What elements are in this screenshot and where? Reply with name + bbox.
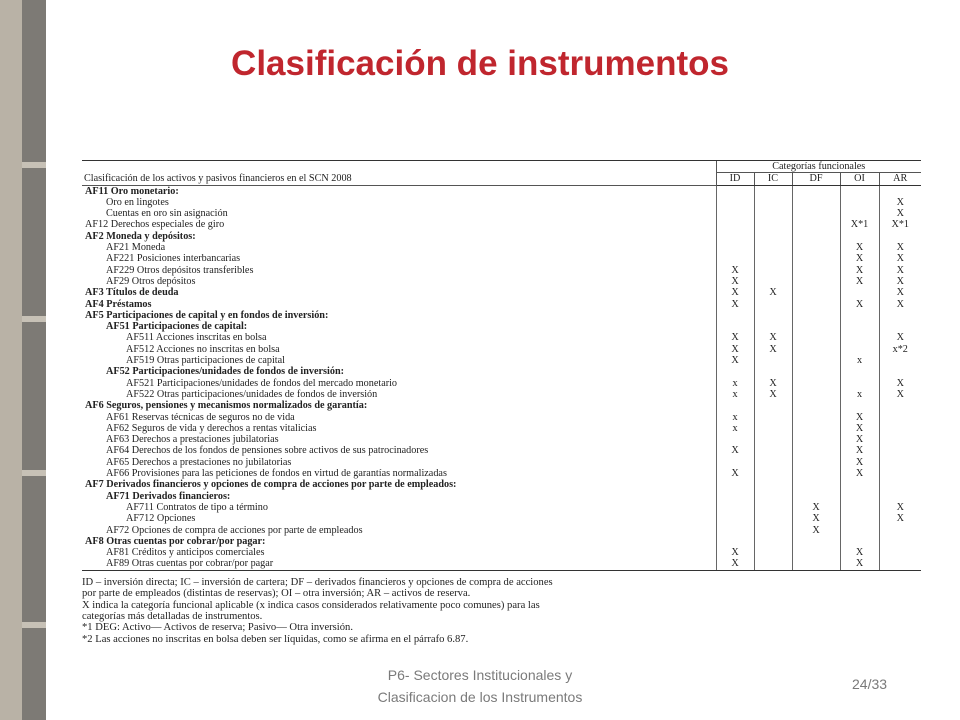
- cell-ar: [879, 355, 921, 366]
- classification-document: [82, 160, 922, 645]
- cell-ic: X: [754, 332, 792, 343]
- cell-df: [792, 366, 840, 377]
- cell-ar: [879, 366, 921, 377]
- cell-df: [792, 479, 840, 490]
- cell-df: X: [792, 502, 840, 513]
- cell-ar: X: [879, 197, 921, 208]
- group-header: Categorías funcionales: [716, 161, 921, 173]
- cell-ic: [754, 321, 792, 332]
- row-label: AF52 Participaciones/unidades de fondos de inversión:: [106, 366, 345, 378]
- cell-id: [716, 525, 754, 536]
- cell-df: [792, 400, 840, 411]
- cell-oi: x: [840, 389, 879, 400]
- cell-id: [716, 253, 754, 264]
- cell-oi: X: [840, 558, 879, 570]
- cell-ar: [879, 412, 921, 423]
- cell-id: X: [716, 355, 754, 366]
- cell-ic: [754, 265, 792, 276]
- sidebar-notch: [22, 316, 46, 322]
- cell-df: [792, 434, 840, 445]
- row-label: AF711 Contratos de tipo a término: [126, 501, 268, 513]
- row-label: AF65 Derechos a prestaciones no jubilatorias: [106, 456, 292, 468]
- table-row: [82, 321, 921, 332]
- cell-ic: X: [754, 378, 792, 389]
- cell-id: X: [716, 276, 754, 287]
- row-label: AF7 Derivados financieros y opciones de compra de acciones por parte de empleados:: [85, 479, 457, 491]
- column-header-ic: IC: [754, 173, 792, 185]
- cell-ar: X: [879, 389, 921, 400]
- row-label: AF512 Acciones no inscritas en bolsa: [126, 343, 280, 355]
- note-line: *1 DEG: Activo— Activos de reserva; Pasivo— Otra inversión.: [82, 622, 353, 634]
- cell-id: x: [716, 378, 754, 389]
- cell-oi: [840, 366, 879, 377]
- cell-oi: [840, 344, 879, 355]
- cell-oi: [840, 321, 879, 332]
- cell-df: [792, 310, 840, 321]
- row-label: AF11 Oro monetario:: [85, 185, 179, 197]
- cell-ic: [754, 276, 792, 287]
- cell-id: [716, 185, 754, 197]
- row-label: AF51 Participaciones de capital:: [106, 321, 248, 333]
- table-row: [82, 265, 921, 276]
- cell-ar: [879, 321, 921, 332]
- cell-ar: [879, 558, 921, 570]
- table-caption: [82, 161, 716, 186]
- cell-id: [716, 513, 754, 524]
- table-row: [82, 242, 921, 253]
- cell-oi: [840, 378, 879, 389]
- cell-df: [792, 355, 840, 366]
- cell-oi: [840, 287, 879, 298]
- row-label: Oro en lingotes: [106, 196, 169, 208]
- row-label: AF221 Posiciones interbancarias: [106, 253, 241, 265]
- cell-ar: X: [879, 332, 921, 343]
- cell-ic: [754, 412, 792, 423]
- cell-id: X: [716, 265, 754, 276]
- sidebar-notch: [22, 470, 46, 476]
- cell-df: [792, 468, 840, 479]
- cell-id: [716, 366, 754, 377]
- table-row: [82, 558, 921, 570]
- table-row: [82, 502, 921, 513]
- table-row: [82, 434, 921, 445]
- cell-ic: [754, 219, 792, 230]
- cell-df: [792, 321, 840, 332]
- cell-df: [792, 231, 840, 242]
- cell-oi: X: [840, 276, 879, 287]
- cell-ic: [754, 253, 792, 264]
- table-row: [82, 445, 921, 456]
- cell-ar: X: [879, 208, 921, 219]
- cell-ic: [754, 310, 792, 321]
- table-row: [82, 366, 921, 377]
- cell-oi: X*1: [840, 219, 879, 230]
- table-row: [82, 299, 921, 310]
- cell-oi: x: [840, 355, 879, 366]
- cell-id: X: [716, 445, 754, 456]
- row-label: AF81 Créditos y anticipos comerciales: [106, 547, 265, 559]
- cell-oi: X: [840, 412, 879, 423]
- table-row: [82, 389, 921, 400]
- row-label: AF62 Seguros de vida y derechos a rentas vitalicias: [106, 422, 317, 434]
- cell-ar: X*1: [879, 219, 921, 230]
- cell-ic: [754, 299, 792, 310]
- cell-oi: [840, 231, 879, 242]
- cell-ar: X: [879, 378, 921, 389]
- table-row: [82, 525, 921, 536]
- column-header-ar: AR: [879, 173, 921, 185]
- cell-oi: [840, 525, 879, 536]
- cell-df: [792, 344, 840, 355]
- cell-ic: [754, 558, 792, 570]
- cell-df: [792, 547, 840, 558]
- cell-id: X: [716, 558, 754, 570]
- slide-title: Clasificación de instrumentos: [231, 44, 729, 83]
- cell-oi: X: [840, 547, 879, 558]
- cell-oi: [840, 310, 879, 321]
- row-label: AF71 Derivados financieros:: [106, 490, 231, 502]
- cell-id: X: [716, 547, 754, 558]
- cell-df: [792, 332, 840, 343]
- cell-df: [792, 208, 840, 219]
- cell-ar: [879, 468, 921, 479]
- cell-oi: X: [840, 434, 879, 445]
- cell-ic: [754, 434, 792, 445]
- sidebar-notch: [22, 162, 46, 168]
- table-row: [82, 231, 921, 242]
- cell-ar: [879, 400, 921, 411]
- table-row: [82, 185, 921, 197]
- cell-ic: [754, 242, 792, 253]
- table-row: [82, 491, 921, 502]
- row-label: AF2 Moneda y depósitos:: [85, 230, 196, 242]
- cell-df: X: [792, 525, 840, 536]
- classification-table: [82, 160, 921, 571]
- cell-df: [792, 276, 840, 287]
- cell-id: x: [716, 423, 754, 434]
- row-label: AF21 Moneda: [106, 242, 166, 254]
- cell-id: [716, 219, 754, 230]
- cell-id: [716, 321, 754, 332]
- cell-df: [792, 378, 840, 389]
- cell-id: [716, 310, 754, 321]
- cell-oi: [840, 400, 879, 411]
- table-row: [82, 457, 921, 468]
- cell-oi: [840, 479, 879, 490]
- table-row: [82, 208, 921, 219]
- cell-ar: [879, 536, 921, 547]
- cell-ar: [879, 525, 921, 536]
- note-line: X indica la categoría funcional aplicable (x indica casos considerados relativamente poco comunes) para las: [82, 599, 540, 611]
- cell-ar: [879, 457, 921, 468]
- cell-id: X: [716, 287, 754, 298]
- cell-oi: X: [840, 242, 879, 253]
- cell-df: [792, 185, 840, 197]
- cell-df: [792, 491, 840, 502]
- cell-ic: [754, 457, 792, 468]
- cell-id: [716, 434, 754, 445]
- cell-ar: [879, 479, 921, 490]
- cell-oi: X: [840, 445, 879, 456]
- cell-id: X: [716, 468, 754, 479]
- cell-ic: [754, 536, 792, 547]
- cell-ar: X: [879, 253, 921, 264]
- row-label: AF29 Otros depósitos: [106, 275, 196, 287]
- footer-line-2: Clasificacion de los Instrumentos: [377, 689, 583, 705]
- row-label: AF522 Otras participaciones/unidades de fondos de inversión: [126, 388, 378, 400]
- column-header-oi: OI: [840, 173, 879, 185]
- cell-ic: [754, 513, 792, 524]
- cell-ic: X: [754, 287, 792, 298]
- cell-df: [792, 536, 840, 547]
- table-row: [82, 355, 921, 366]
- cell-df: [792, 253, 840, 264]
- cell-oi: [840, 513, 879, 524]
- row-label: Cuentas en oro sin asignación: [106, 208, 228, 220]
- page-number: 24/33: [852, 676, 888, 692]
- cell-ar: X: [879, 502, 921, 513]
- cell-ic: [754, 491, 792, 502]
- cell-ic: [754, 208, 792, 219]
- column-header-df: DF: [792, 173, 840, 185]
- row-label: AF12 Derechos especiales de giro: [85, 219, 225, 231]
- cell-ar: X: [879, 287, 921, 298]
- table-row: [82, 219, 921, 230]
- cell-oi: [840, 332, 879, 343]
- row-label: AF712 Opciones: [126, 513, 196, 525]
- cell-ar: X: [879, 513, 921, 524]
- table-row: [82, 253, 921, 264]
- cell-oi: [840, 536, 879, 547]
- cell-df: [792, 197, 840, 208]
- cell-ar: [879, 231, 921, 242]
- cell-ic: X: [754, 344, 792, 355]
- row-label: AF61 Reservas técnicas de seguros no de vida: [106, 411, 295, 423]
- cell-id: [716, 491, 754, 502]
- column-header-id: ID: [716, 173, 754, 185]
- table-row: [82, 547, 921, 558]
- note-line: por parte de empleados (distintas de reservas); OI – otra inversión; AR – activos de reserva.: [82, 588, 471, 600]
- cell-df: [792, 299, 840, 310]
- table-row: [82, 479, 921, 490]
- cell-df: [792, 423, 840, 434]
- table-row: [82, 423, 921, 434]
- table-row: [82, 287, 921, 298]
- table-row: [82, 344, 921, 355]
- cell-df: [792, 558, 840, 570]
- cell-id: [716, 479, 754, 490]
- cell-ar: [879, 445, 921, 456]
- table-row: [82, 378, 921, 389]
- decorative-sidebar: [0, 0, 46, 720]
- row-label: AF64 Derechos de los fondos de pensiones sobre activos de sus patrocinadores: [106, 445, 429, 457]
- cell-ic: [754, 231, 792, 242]
- cell-df: X: [792, 513, 840, 524]
- cell-ar: X: [879, 265, 921, 276]
- cell-ar: [879, 547, 921, 558]
- cell-id: X: [716, 344, 754, 355]
- row-label: AF511 Acciones inscritas en bolsa: [126, 332, 267, 344]
- row-label: AF72 Opciones de compra de acciones por parte de empleados: [106, 524, 363, 536]
- note-line: categorías más detalladas de instrumentos.: [82, 610, 263, 622]
- cell-oi: X: [840, 468, 879, 479]
- cell-ar: [879, 185, 921, 197]
- cell-oi: X: [840, 457, 879, 468]
- cell-id: [716, 400, 754, 411]
- cell-ar: [879, 423, 921, 434]
- cell-df: [792, 219, 840, 230]
- table-body: [82, 185, 921, 570]
- cell-ic: [754, 400, 792, 411]
- cell-ic: [754, 502, 792, 513]
- cell-id: [716, 242, 754, 253]
- table-caption-text: Clasificación de los activos y pasivos financieros en el SCN 2008: [84, 173, 352, 185]
- cell-ar: X: [879, 242, 921, 253]
- row-label: AF229 Otros depósitos transferibles: [106, 264, 254, 276]
- cell-ic: [754, 197, 792, 208]
- cell-id: [716, 208, 754, 219]
- cell-ar: X: [879, 276, 921, 287]
- cell-id: [716, 197, 754, 208]
- cell-ar: x*2: [879, 344, 921, 355]
- cell-df: [792, 242, 840, 253]
- note-line: ID – inversión directa; IC – inversión de cartera; DF – derivados financieros y opciones de compra de acciones: [82, 576, 553, 588]
- cell-ic: [754, 468, 792, 479]
- cell-id: x: [716, 389, 754, 400]
- row-label: AF521 Participaciones/unidades de fondos del mercado monetario: [126, 377, 398, 389]
- table-row: [82, 332, 921, 343]
- row-label: AF6 Seguros, pensiones y mecanismos normalizados de garantía:: [85, 400, 368, 412]
- table-row: [82, 536, 921, 547]
- cell-id: [716, 231, 754, 242]
- cell-oi: X: [840, 423, 879, 434]
- cell-oi: [840, 208, 879, 219]
- table-row: [82, 276, 921, 287]
- row-label: AF89 Otras cuentas por cobrar/por pagar: [82, 558, 716, 570]
- footer: [330, 664, 630, 708]
- cell-ic: [754, 525, 792, 536]
- cell-df: [792, 287, 840, 298]
- cell-ar: X: [879, 299, 921, 310]
- cell-ar: [879, 491, 921, 502]
- cell-ic: [754, 445, 792, 456]
- table-row: [82, 197, 921, 208]
- cell-ic: [754, 185, 792, 197]
- cell-df: [792, 457, 840, 468]
- footer-line-1: P6- Sectores Institucionales y: [387, 667, 573, 683]
- cell-ic: [754, 547, 792, 558]
- cell-oi: X: [840, 253, 879, 264]
- row-label: AF5 Participaciones de capital y en fondos de inversión:: [85, 309, 329, 321]
- cell-ic: [754, 479, 792, 490]
- cell-ar: [879, 434, 921, 445]
- row-label: AF8 Otras cuentas por cobrar/por pagar:: [85, 535, 266, 547]
- sidebar-notch: [22, 622, 46, 628]
- cell-oi: [840, 491, 879, 502]
- cell-oi: [840, 502, 879, 513]
- sidebar-stripe: [22, 0, 46, 720]
- cell-id: X: [716, 332, 754, 343]
- cell-df: [792, 412, 840, 423]
- cell-oi: X: [840, 265, 879, 276]
- table-row: [82, 412, 921, 423]
- note-line: *2 Las acciones no inscritas en bolsa deben ser líquidas, como se afirma en el párrafo 6.87.: [82, 633, 469, 645]
- table-row: [82, 513, 921, 524]
- table-row: [82, 400, 921, 411]
- cell-oi: [840, 185, 879, 197]
- table-row: [82, 468, 921, 479]
- cell-id: x: [716, 412, 754, 423]
- row-label: AF519 Otras participaciones de capital: [126, 355, 285, 367]
- row-label: AF3 Títulos de deuda: [85, 287, 179, 299]
- row-label: AF4 Préstamos: [85, 298, 152, 310]
- cell-oi: X: [840, 299, 879, 310]
- cell-id: X: [716, 299, 754, 310]
- cell-id: [716, 502, 754, 513]
- cell-id: [716, 536, 754, 547]
- table-row: [82, 310, 921, 321]
- cell-ic: [754, 355, 792, 366]
- cell-df: [792, 265, 840, 276]
- cell-oi: [840, 197, 879, 208]
- row-label: AF66 Provisiones para las peticiones de fondos en virtud de garantías normalizadas: [106, 468, 447, 480]
- table-notes: [82, 577, 862, 645]
- cell-df: [792, 445, 840, 456]
- cell-id: [716, 457, 754, 468]
- cell-ic: [754, 423, 792, 434]
- cell-ar: [879, 310, 921, 321]
- cell-ic: [754, 366, 792, 377]
- cell-ic: X: [754, 389, 792, 400]
- cell-df: [792, 389, 840, 400]
- row-label: AF63 Derechos a prestaciones jubilatorias: [106, 434, 279, 446]
